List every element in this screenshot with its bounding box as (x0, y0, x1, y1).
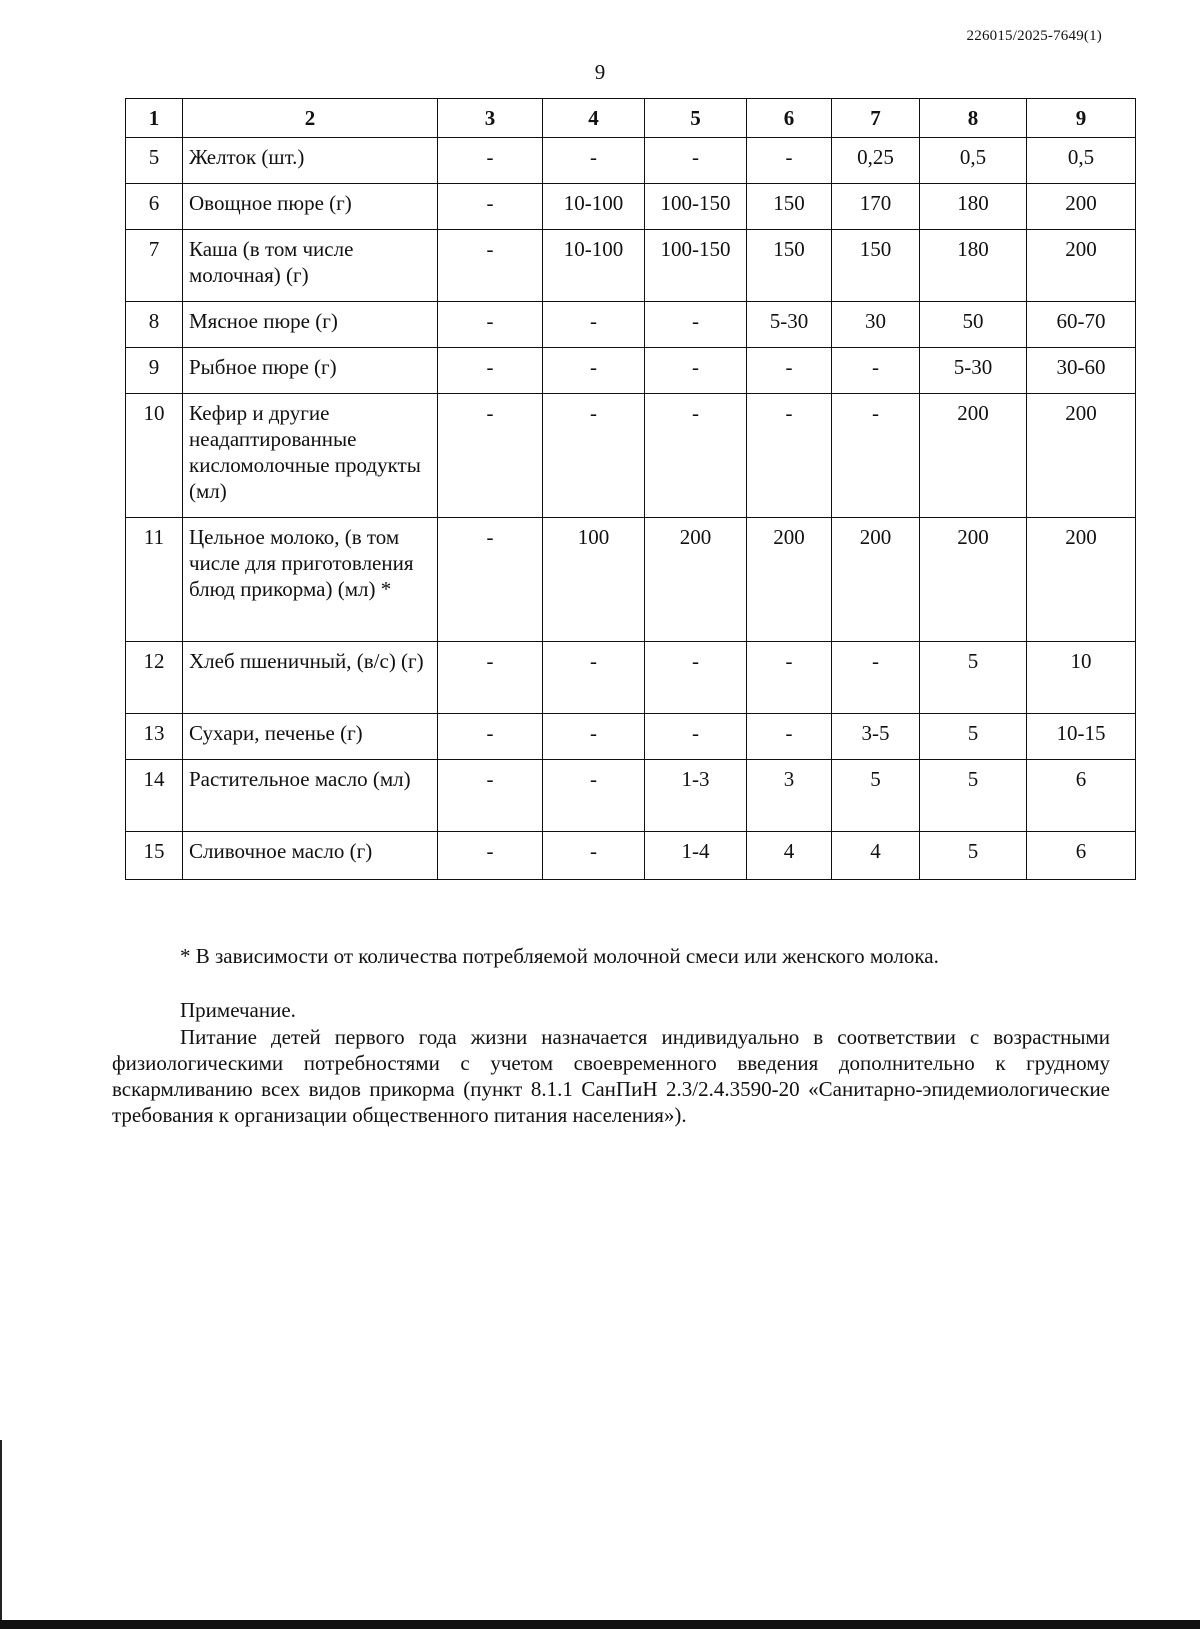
product-name: Кефир и другие неадаптированные кисломолочные продукты (мл) (183, 394, 438, 518)
value-cell: 10-100 (543, 184, 645, 230)
value-cell: 200 (1027, 394, 1136, 518)
table-row (126, 184, 1136, 230)
value-cell: 60-70 (1027, 302, 1136, 348)
value-cell: 3-5 (832, 714, 920, 760)
value-cell: - (438, 138, 543, 184)
product-name: Овощное пюре (г) (183, 184, 438, 230)
value-cell: 200 (747, 518, 832, 642)
value-cell: 6 (1027, 832, 1136, 880)
value-cell: - (543, 138, 645, 184)
value-cell: 4 (832, 832, 920, 880)
value-cell: 30 (832, 302, 920, 348)
table-row (126, 138, 1136, 184)
product-name: Каша (в том числе молочная) (г) (183, 230, 438, 302)
value-cell: - (747, 348, 832, 394)
value-cell: - (543, 348, 645, 394)
value-cell: 180 (920, 184, 1027, 230)
value-cell: 170 (832, 184, 920, 230)
value-cell: 200 (832, 518, 920, 642)
value-cell: 0,5 (920, 138, 1027, 184)
value-cell: 6 (1027, 760, 1136, 832)
table-header-row (126, 99, 1136, 138)
table-row (126, 760, 1136, 832)
value-cell: - (438, 642, 543, 714)
value-cell: - (645, 138, 747, 184)
value-cell: 5 (920, 642, 1027, 714)
col-header: 5 (645, 99, 747, 138)
value-cell: 5-30 (747, 302, 832, 348)
value-cell: 100 (543, 518, 645, 642)
product-name: Сухари, печенье (г) (183, 714, 438, 760)
value-cell: - (438, 518, 543, 642)
value-cell: - (438, 184, 543, 230)
col-header: 6 (747, 99, 832, 138)
note-title: Примечание. (180, 998, 296, 1022)
value-cell: - (438, 394, 543, 518)
feeding-table (125, 98, 1136, 880)
value-cell: - (438, 760, 543, 832)
value-cell: 150 (832, 230, 920, 302)
value-cell: 5 (832, 760, 920, 832)
value-cell: 5 (920, 714, 1027, 760)
value-cell: - (438, 230, 543, 302)
product-name: Рыбное пюре (г) (183, 348, 438, 394)
row-number: 11 (126, 518, 183, 642)
col-header: 2 (183, 99, 438, 138)
value-cell: 50 (920, 302, 1027, 348)
value-cell: - (645, 714, 747, 760)
product-name: Желток (шт.) (183, 138, 438, 184)
row-number: 15 (126, 832, 183, 880)
product-name: Сливочное масло (г) (183, 832, 438, 880)
row-number: 13 (126, 714, 183, 760)
row-number: 5 (126, 138, 183, 184)
value-cell: 5-30 (920, 348, 1027, 394)
page-number: 9 (594, 60, 606, 84)
product-name: Цельное молоко, (в том числе для приготовления блюд прикорма) (мл) * (183, 518, 438, 642)
row-number: 14 (126, 760, 183, 832)
value-cell: 150 (747, 184, 832, 230)
row-number: 8 (126, 302, 183, 348)
table-row (126, 394, 1136, 518)
col-header: 8 (920, 99, 1027, 138)
value-cell: 30-60 (1027, 348, 1136, 394)
table-row (126, 714, 1136, 760)
row-number: 7 (126, 230, 183, 302)
value-cell: 200 (920, 518, 1027, 642)
value-cell: - (645, 642, 747, 714)
scan-edge-mark (0, 1440, 2, 1620)
value-cell: 3 (747, 760, 832, 832)
value-cell: - (438, 302, 543, 348)
row-number: 9 (126, 348, 183, 394)
value-cell: 180 (920, 230, 1027, 302)
col-header: 3 (438, 99, 543, 138)
value-cell: 1-3 (645, 760, 747, 832)
table-row (126, 832, 1136, 880)
col-header: 9 (1027, 99, 1136, 138)
value-cell: 10-15 (1027, 714, 1136, 760)
table-row (126, 348, 1136, 394)
value-cell: 0,5 (1027, 138, 1136, 184)
value-cell: - (543, 760, 645, 832)
table-row (126, 518, 1136, 642)
value-cell: 100-150 (645, 184, 747, 230)
value-cell: - (438, 832, 543, 880)
value-cell: - (832, 348, 920, 394)
value-cell: 200 (645, 518, 747, 642)
note-body: Питание детей первого года жизни назначается индивидуально в соответствии с возрастными физиологическими потребностями с учетом своевременного введения дополнительно к грудному вскармливанию всех видов прикорма (пункт 8.1.1 СанПиН 2.3/2.4.3590-20 «Санитарно-эпидемиологические требования к организации общественного питания населения»). (112, 1025, 1110, 1127)
value-cell: 5 (920, 760, 1027, 832)
value-cell: - (832, 642, 920, 714)
value-cell: 200 (1027, 518, 1136, 642)
value-cell: - (543, 714, 645, 760)
value-cell: - (645, 394, 747, 518)
product-name: Хлеб пшеничный, (в/с) (г) (183, 642, 438, 714)
row-number: 6 (126, 184, 183, 230)
table-row (126, 642, 1136, 714)
value-cell: 0,25 (832, 138, 920, 184)
value-cell: 100-150 (645, 230, 747, 302)
value-cell: - (543, 302, 645, 348)
value-cell: 200 (1027, 230, 1136, 302)
value-cell: - (438, 348, 543, 394)
col-header: 7 (832, 99, 920, 138)
value-cell: - (438, 714, 543, 760)
row-number: 12 (126, 642, 183, 714)
table-footnote: * В зависимости от количества потребляемой молочной смеси или женского молока. (180, 944, 939, 968)
value-cell: 10 (1027, 642, 1136, 714)
product-name: Растительное масло (мл) (183, 760, 438, 832)
value-cell: - (747, 394, 832, 518)
value-cell: 10-100 (543, 230, 645, 302)
value-cell: 1-4 (645, 832, 747, 880)
document-id: 226015/2025-7649(1) (966, 28, 1102, 44)
value-cell: - (832, 394, 920, 518)
value-cell: 150 (747, 230, 832, 302)
value-cell: 200 (920, 394, 1027, 518)
row-number: 10 (126, 394, 183, 518)
value-cell: - (543, 642, 645, 714)
col-header: 1 (126, 99, 183, 138)
value-cell: 200 (1027, 184, 1136, 230)
table-row (126, 302, 1136, 348)
value-cell: 4 (747, 832, 832, 880)
value-cell: - (543, 394, 645, 518)
scan-bottom-bar (0, 1620, 1200, 1629)
table-row (126, 230, 1136, 302)
value-cell: - (747, 138, 832, 184)
value-cell: 5 (920, 832, 1027, 880)
col-header: 4 (543, 99, 645, 138)
value-cell: - (543, 832, 645, 880)
value-cell: - (645, 348, 747, 394)
product-name: Мясное пюре (г) (183, 302, 438, 348)
value-cell: - (747, 714, 832, 760)
value-cell: - (645, 302, 747, 348)
value-cell: - (747, 642, 832, 714)
